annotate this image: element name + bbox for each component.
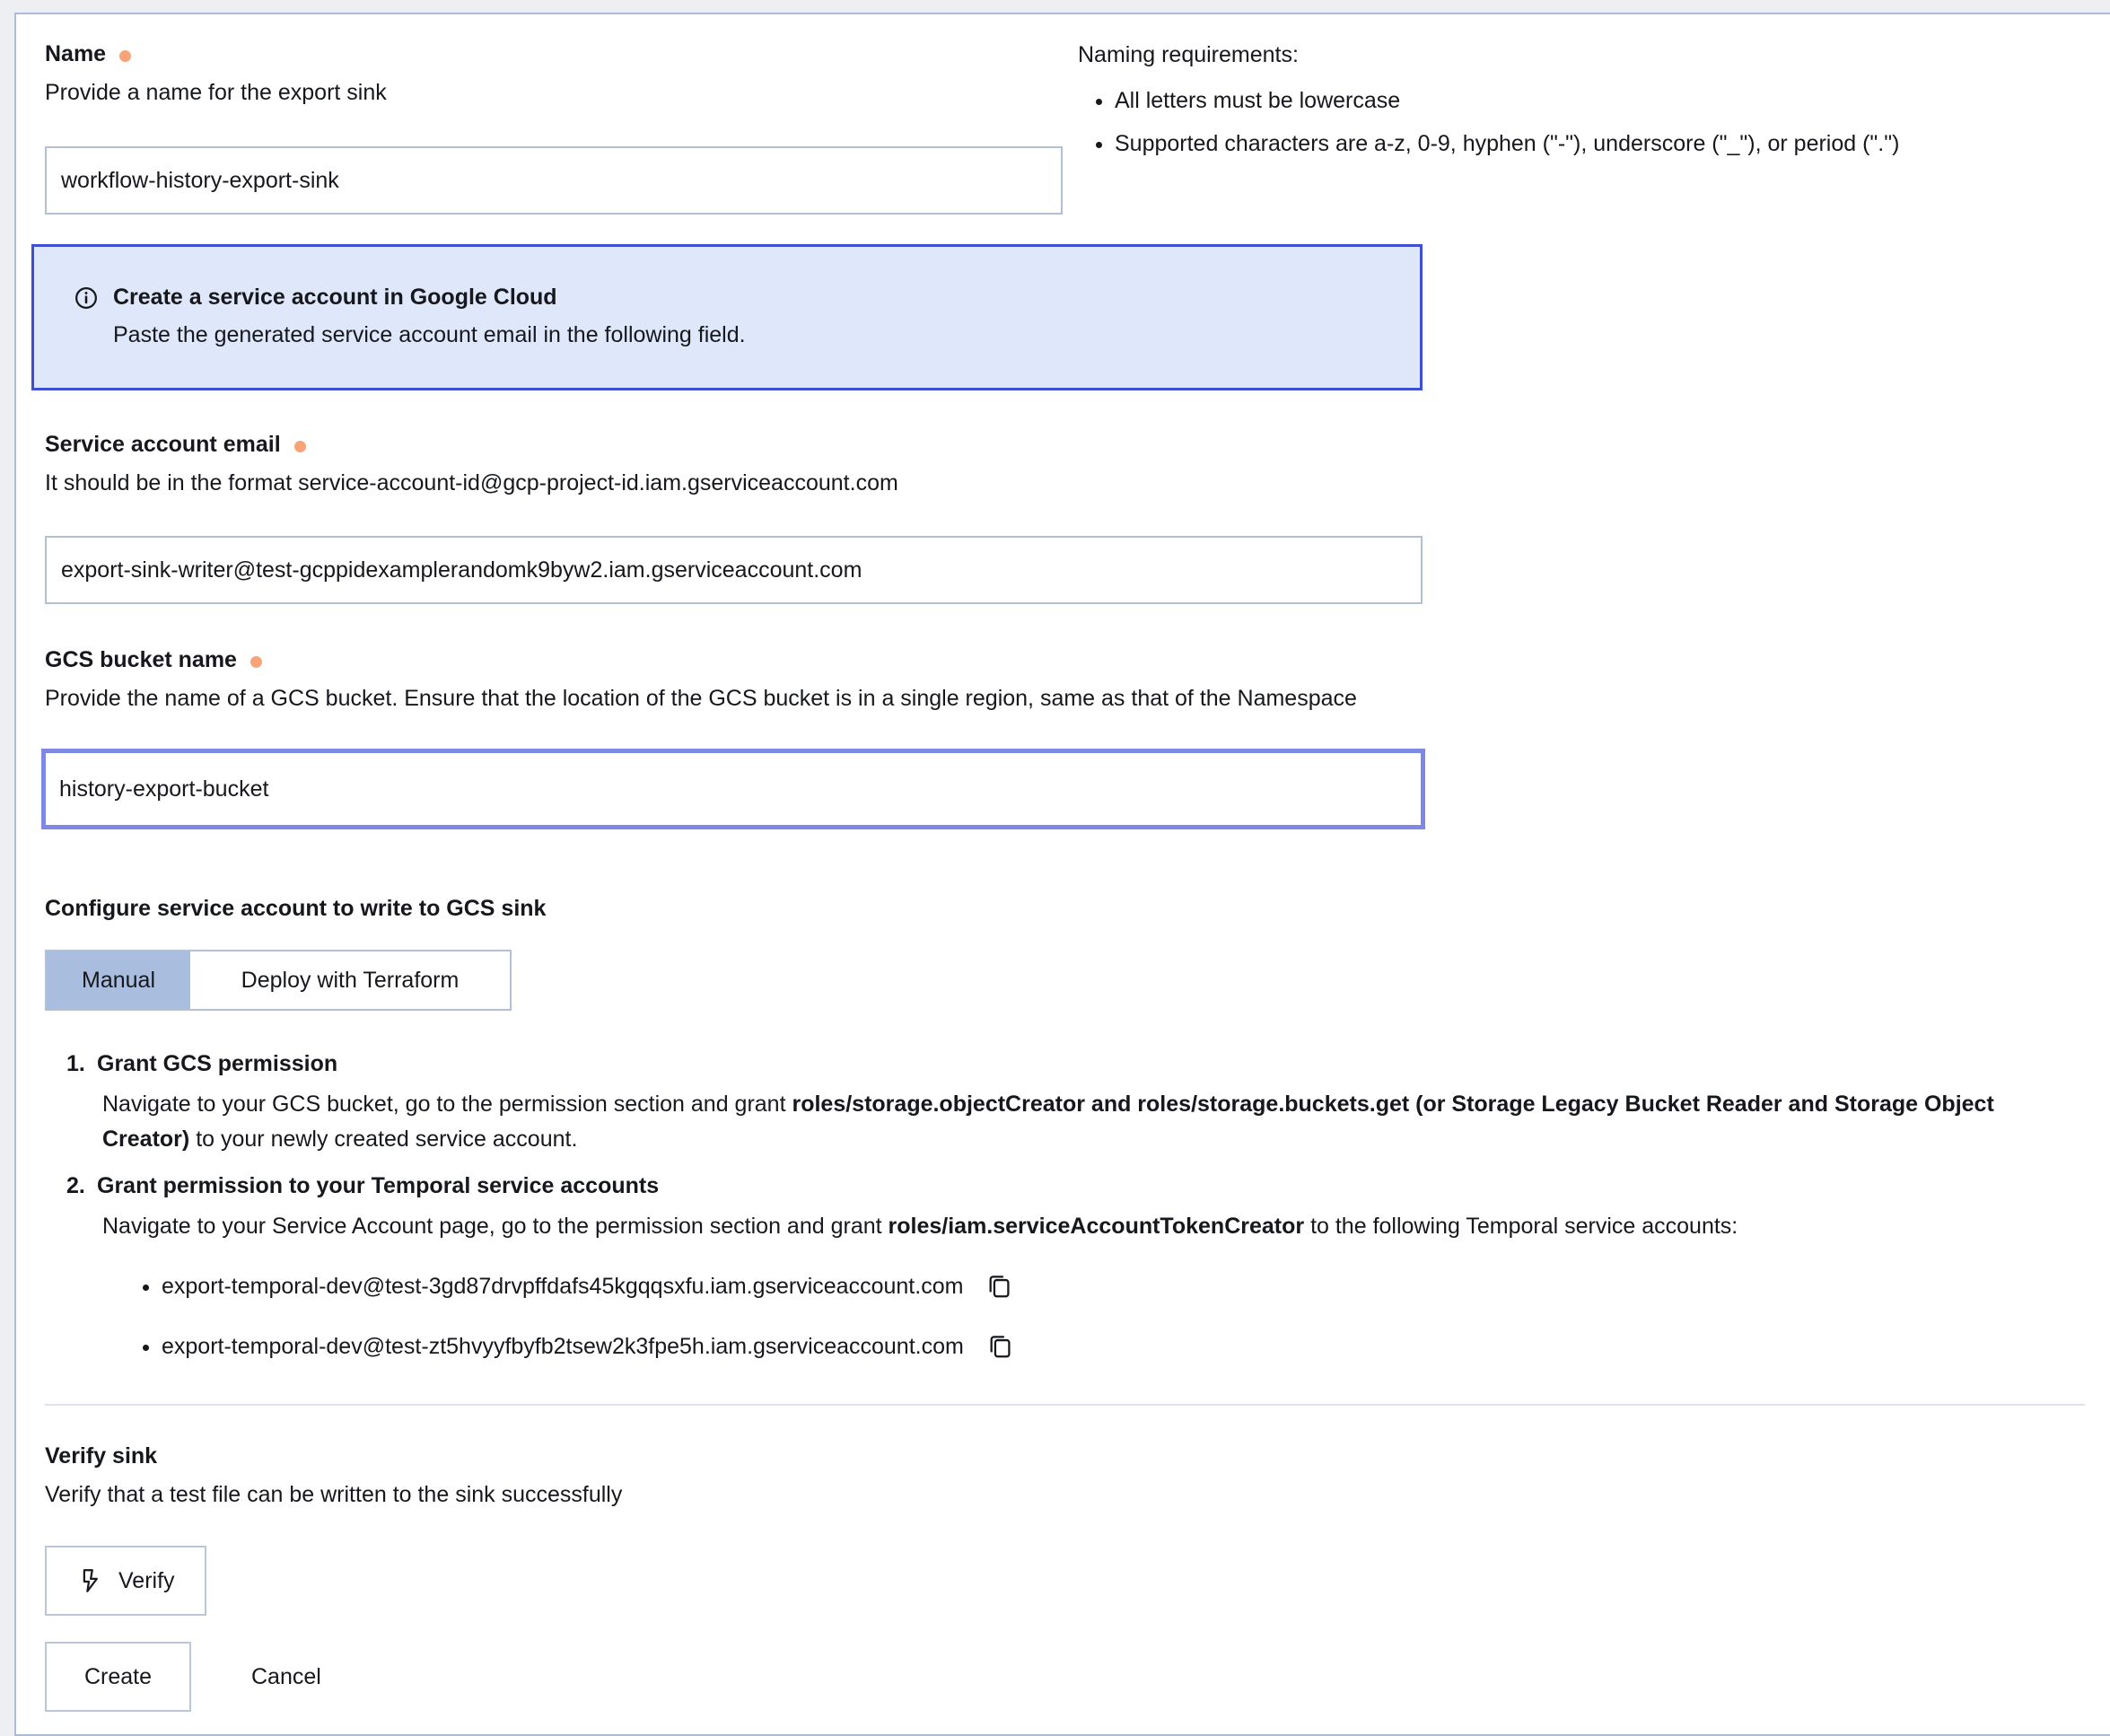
manual-steps xyxy=(45,1050,2087,1362)
verify-button[interactable] xyxy=(45,1546,206,1616)
service-account-info-box xyxy=(31,244,1423,390)
required-dot-icon xyxy=(119,50,131,62)
configure-heading: Configure service account to write to GCS sink xyxy=(45,896,547,921)
verify-sink-heading: Verify sink xyxy=(45,1443,158,1469)
required-dot-icon xyxy=(294,441,306,452)
info-icon xyxy=(74,285,99,311)
naming-requirement-item: • All letters must be lowercase xyxy=(1115,87,2087,115)
service-account-email-section xyxy=(45,431,2087,604)
required-dot-icon xyxy=(250,656,262,668)
step-1-number: 1. xyxy=(66,1051,85,1076)
naming-requirements-title: Naming requirements: xyxy=(1078,42,1299,67)
step-1-title-text: Grant GCS permission xyxy=(97,1051,338,1076)
temporal-service-accounts-list xyxy=(45,1271,2087,1362)
temporal-service-account-email: • export-temporal-dev@test-3gd87drvpffdafs45kgqqsxfu.iam.gserviceaccount.com xyxy=(162,1274,964,1299)
verify-section xyxy=(45,1442,2087,1616)
service-account-email-label: Service account email xyxy=(45,432,281,457)
step-2-body: Navigate to your Service Account page, go to the permission section and grant roles/iam.serviceAccountTokenCreator to the following Temporal service accounts: xyxy=(102,1214,1738,1239)
gcs-bucket-input[interactable] xyxy=(46,753,1421,825)
verify-button-label: Verify xyxy=(118,1567,175,1593)
configure-tabs xyxy=(45,950,512,1011)
step-1-body: Navigate to your GCS bucket, go to the permission section and grant roles/storage.objectCreator and roles/storage.buckets.get (or Storage Legacy Bucket Reader and Storage Object Creator) to your newly created service account. xyxy=(102,1092,1994,1152)
step-2-number: 2. xyxy=(66,1173,85,1198)
name-description: Provide a name for the export sink xyxy=(45,80,387,105)
copy-icon[interactable] xyxy=(985,1332,1014,1361)
form-actions xyxy=(45,1642,2087,1712)
tab-deploy-with-terraform[interactable]: Deploy with Terraform xyxy=(190,951,510,1009)
list-item xyxy=(162,1271,2087,1302)
info-box-body: Paste the generated service account email in the following field. xyxy=(113,322,746,347)
gcs-bucket-label: GCS bucket name xyxy=(45,647,237,672)
temporal-service-account-email: • export-temporal-dev@test-zt5hvyyfbyfb2tsew2k3fpe5h.iam.gserviceaccount.com xyxy=(162,1334,964,1359)
list-item xyxy=(162,1331,2087,1362)
step-1-title xyxy=(66,1050,2087,1078)
copy-icon[interactable] xyxy=(985,1272,1013,1301)
section-divider xyxy=(45,1404,2085,1406)
step-2-title xyxy=(66,1172,2087,1200)
naming-requirement-item: • Supported characters are a-z, 0-9, hyphen ("-"), underscore ("_"), or period (".") xyxy=(1115,130,2087,158)
gcs-bucket-description: Provide the name of a GCS bucket. Ensure that the location of the GCS bucket is in a single region, same as that of the Namespace xyxy=(45,686,1357,711)
naming-requirements xyxy=(1078,40,2087,215)
cancel-button[interactable]: Cancel xyxy=(251,1663,321,1689)
name-section xyxy=(45,40,2087,215)
tab-manual[interactable]: Manual xyxy=(47,951,190,1009)
gcs-bucket-section xyxy=(45,646,2087,829)
verify-sink-description: Verify that a test file can be written to the sink successfully xyxy=(45,1482,623,1507)
name-label: Name xyxy=(45,41,107,66)
name-input[interactable] xyxy=(45,146,1063,215)
step-2-title-text: Grant permission to your Temporal service accounts xyxy=(97,1173,660,1198)
bolt-icon xyxy=(76,1567,103,1594)
service-account-email-input[interactable] xyxy=(45,536,1423,604)
create-button[interactable]: Create xyxy=(45,1642,191,1712)
info-box-title: Create a service account in Google Cloud xyxy=(113,285,557,310)
gcs-bucket-input-focus-ring xyxy=(41,749,1425,829)
export-sink-form-panel xyxy=(14,13,2110,1736)
service-account-email-description: It should be in the format service-account-id@gcp-project-id.iam.gserviceaccount.com xyxy=(45,470,898,495)
